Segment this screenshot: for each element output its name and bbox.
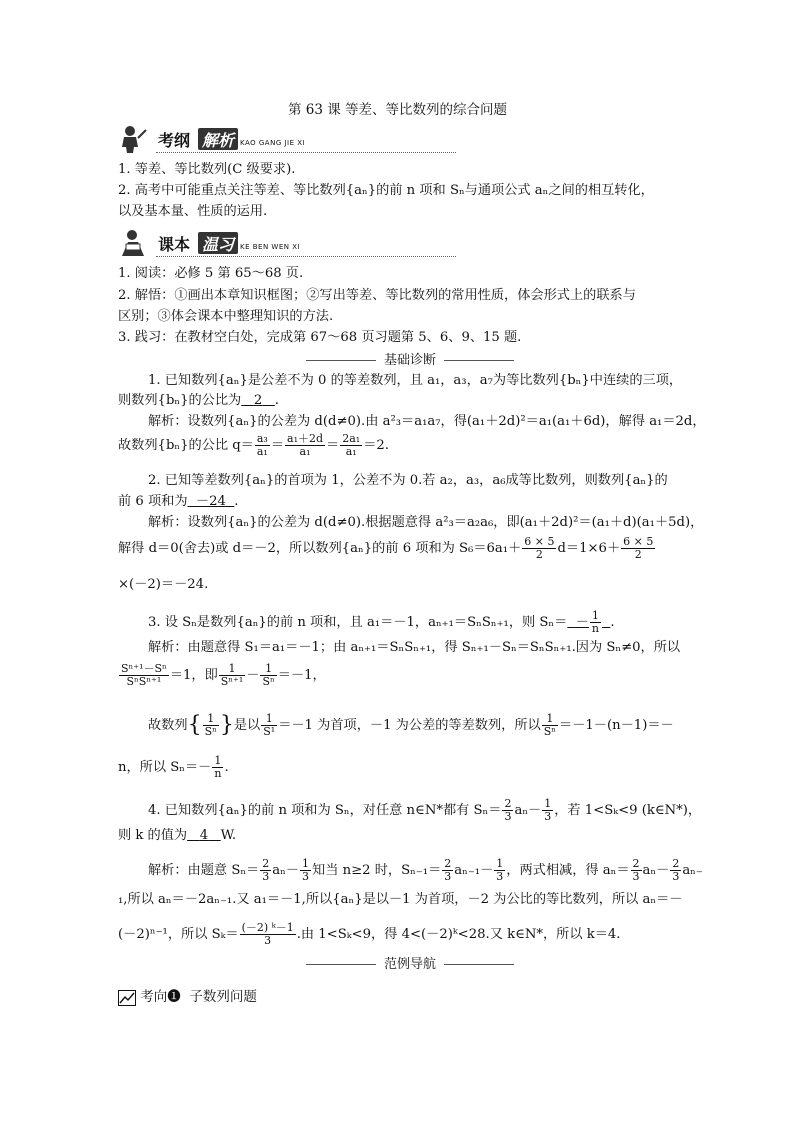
p3-question: 3. 设 Sₙ是数列{aₙ}的前 n 项和，且 a₁＝－1，aₙ₊₁＝SₙSₙ₊₁，则 Sₙ＝ － $\frac{1}{n}$ . [148,609,615,635]
p2-answer: －24 [195,494,226,509]
direction-heading [118,985,257,1006]
kg-line-2: 2. 高考中可能重点关注等差、等比数列{aₙ}的前 n 项和 Sₙ与通项公式 aₙ之间的相互转化， [118,183,654,198]
p2-solution-1: 解析：设数列{aₙ}的公差为 d(d≠0).根据题意得 a²₃＝a₂a₆，即(a₁＋2d)²＝(a₁＋d)(a₁＋5d)， [148,515,704,530]
divider-label: 基础诊断 [383,353,436,368]
banner-subtitle: KE BEN WEN XI [240,243,301,251]
kb-line-1: 1. 阅读：必修 5 第 65～68 页. [118,266,304,281]
p1-solution-2: 故数列{bₙ}的公比 q＝ $\frac{\text{a₃}}{\text{a₁}}$ ＝ $\frac{\text{a₁＋2d}}{\text{a₁}}$ ＝ $\frac{\text{2a₁}}{\text{a₁}}$ ＝2. [118,432,389,458]
banner-word-1: 考纲 [158,131,191,150]
kg-line-1: 1. 等差、等比数列(C 级要求). [118,162,296,177]
section-banner-keben [116,226,346,262]
reading-figure-icon [118,228,148,258]
p3-answer: － $\frac{1}{n}$ [575,609,599,635]
p2-solution-2: 解得 d＝0(舍去)或 d＝－2，所以数列{aₙ}的前 6 项和为 S₆＝6a₁＋ $\frac{6 \times 5}{2}$ d＝1×6＋ $\frac{6 \times 5}{2}$ [118,535,654,561]
divider-label: 范例导航 [383,957,436,972]
p4-question: 4. 已知数列{aₙ}的前 n 项和为 Sₙ，对任意 n∈N*都有 Sₙ＝ $\frac{2}{3}$ aₙ－ $\frac{1}{3}$ ，若 1<Sₖ<9 (k∈N*)， [148,797,702,823]
p2-question-cont: 前 6 项和为 －24 . [118,494,239,509]
kb-line-2: 2. 解悟：①画出本章知识框图；②写出等差、等比数列的常用性质，体会形式上的联系与 [118,288,636,303]
section-banner-kaogang [116,122,346,158]
banner-word-1: 课本 [158,235,191,254]
p1-question: 1. 已知数列{aₙ}是公差不为 0 的等差数列，且 a₁，a₃，a₇为等比数列{bₙ}中连续的三项， [148,373,683,388]
p1-question-cont: 则数列{bₙ}的公比为 2 . [118,393,279,408]
page-title: 第 63 课 等差、等比数列的综合问题 [288,102,508,118]
p4-answer: 4 [199,828,209,843]
p3-solution-4: n，所以 Sₙ＝－ $\frac{1}{n}$ . [118,754,229,780]
p4-solution-2: ₁,所以 aₙ＝－2aₙ₋₁.又 a₁＝－1,所以{aₙ}是以－1 为首项，－2 为公比的等比数列，所以 aₙ＝－ [118,892,683,907]
kb-line-3: 区别；③体会课本中整理知识的方法. [118,309,334,324]
banner-subtitle: KAO GANG JIE XI [240,139,306,147]
banner-word-2: 解析 [198,128,238,150]
p2-question: 2. 已知等差数列{aₙ}的首项为 1，公差不为 0.若 a₂，a₃，a₆成等比数列，则数列{aₙ}的 [148,473,668,488]
banner-word-2: 温习 [198,232,238,254]
kg-line-3: 以及基本量、性质的运用. [118,204,268,219]
p1-solution-1: 解析：设数列{aₙ}的公差为 d(d≠0).由 a²₃＝a₁a₇，得(a₁＋2d)²＝a₁(a₁＋6d)，解得 a₁＝2d， [148,414,706,429]
banner-rule [156,256,456,257]
p4-question-cont: 则 k 的值为 4 W. [118,828,237,843]
p3-solution-3: 故数列{ $\frac{1}{\text{Sⁿ}}$ }是以 $\frac{1}{\text{S¹}}$ ＝－1 为首项，－1 为公差的等差数列，所以 $\frac{1}{\text{Sⁿ}}$ ＝－1－(n－1)＝－ [148,712,674,738]
section-divider-jichu [280,349,540,368]
section-divider-fanli [280,953,540,972]
p3-solution-1: 解析：由题意得 S₁＝a₁＝－1；由 aₙ₊₁＝SₙSₙ₊₁，得 Sₙ₊₁－Sₙ＝SₙSₙ₊₁.因为 Sₙ≠0，所以 [148,640,681,655]
p2-solution-3: ×(－2)＝－24. [118,577,209,592]
kb-line-4: 3. 践习：在教材空白处，完成第 67～68 页习题第 5、6、9、15 题. [118,330,522,345]
direction-text: 子数列问题 [189,989,257,1005]
direction-label: 考向❶ [140,989,181,1005]
p4-solution-3: (－2)ⁿ⁻¹，所以 Sₖ＝ $\frac{\text{(－2) ᵏ－1}}{3}$ .由 1<Sₖ<9，得 4<(－2)ᵏ<28.又 k∈N*，所以 k＝4. [118,921,621,947]
p3-solution-2: $\frac{\text{Sⁿ⁺¹－Sⁿ}}{\text{SⁿSⁿ⁺¹}}$ ＝1，即 $\frac{1}{\text{Sⁿ⁺¹}}$ － $\frac{1}{\text{Sⁿ}}$ ＝－1， [121,662,326,688]
student-figure-icon [118,124,148,154]
p4-solution-1: 解析：由题意 Sₙ＝ $\frac{2}{3}$ aₙ－ $\frac{1}{3}$ 知当 n≥2 时，Sₙ₋₁＝ $\frac{2}{3}$ aₙ₋₁－ $\frac{1}{3}$ ，两式相减，得 aₙ＝ $\frac{2}{3}$ aₙ－ $\frac{2}{3}$ aₙ₋ [148,857,703,883]
p1-answer: 2 [253,393,263,408]
trend-arrow-icon [118,990,136,1006]
banner-rule [156,152,456,153]
